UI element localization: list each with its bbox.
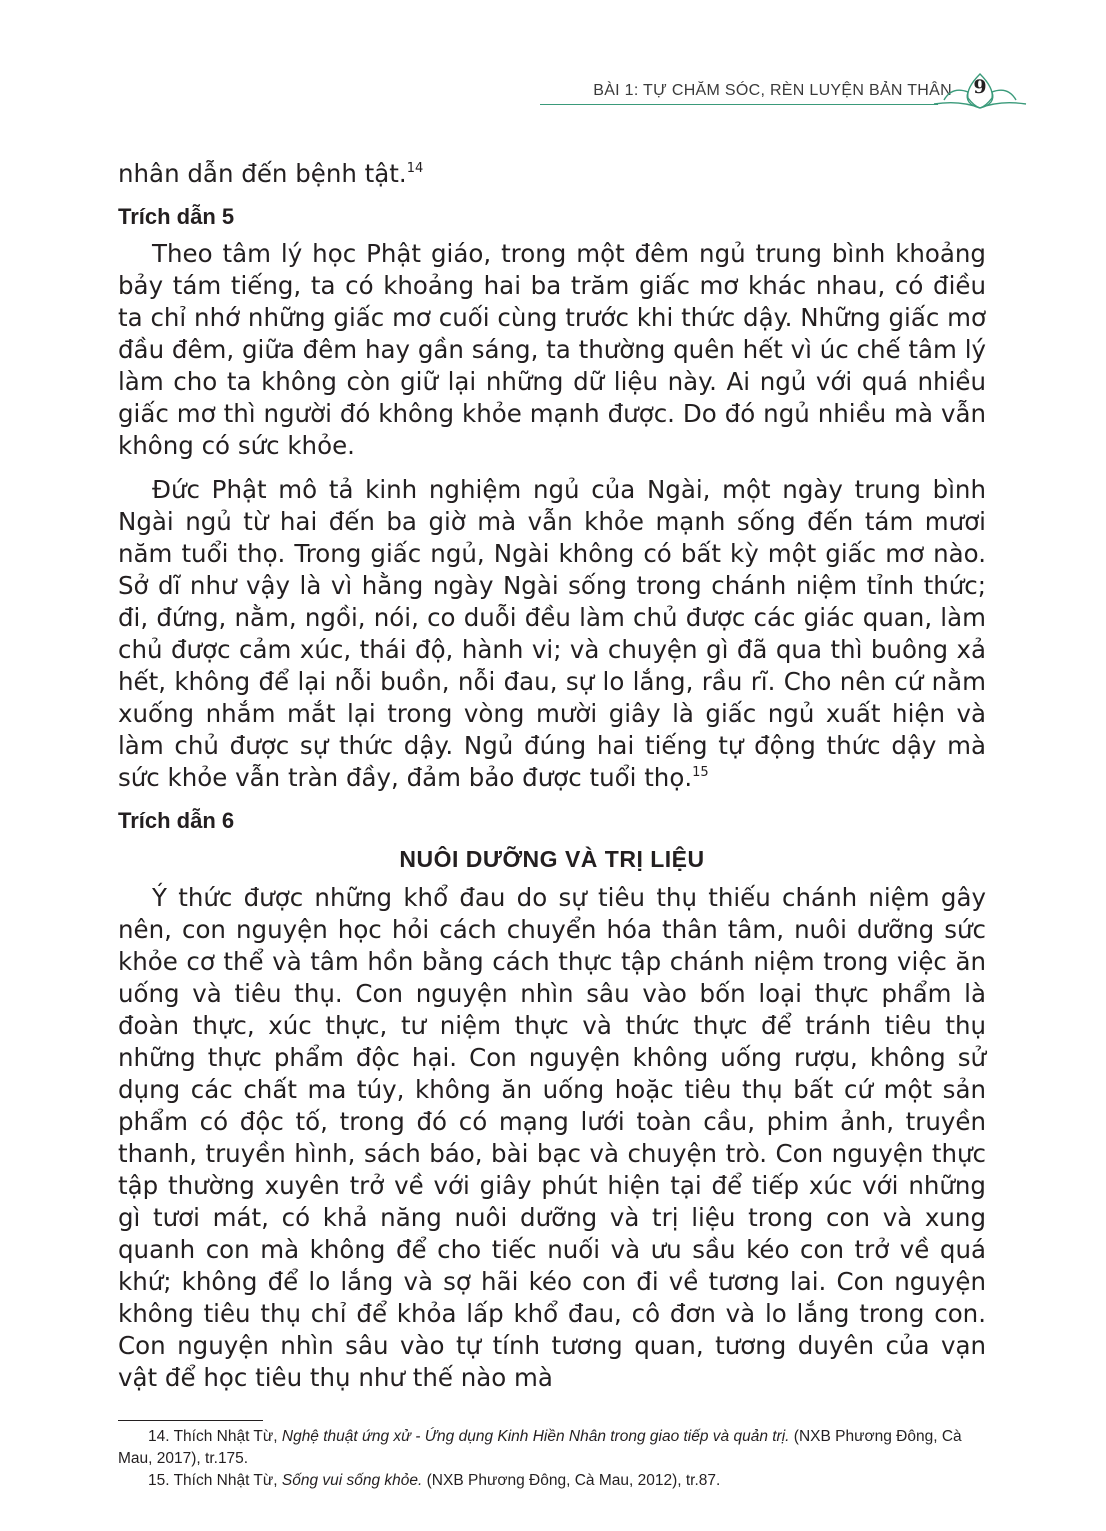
footnote-15-title: Sống vui sống khỏe. [281,1472,423,1489]
footnote-15-prefix: 15. Thích Nhật Từ, [148,1472,282,1489]
footnote-14-title: Nghệ thuật ứng xử - Ứng dụng Kinh Hiền Nhân trong giao tiếp và quản trị. [281,1428,790,1445]
footnote-14-prefix: 14. Thích Nhật Từ, [148,1428,282,1445]
footnote-15 [118,1470,986,1492]
running-head: BÀI 1: TỰ CHĂM SÓC, RÈN LUYỆN BẢN THÂN [593,82,952,99]
quote6-heading: Trích dẫn 6 [118,808,235,833]
page-header [540,76,1060,112]
footnote-rule [118,1420,263,1421]
quote5-paragraph-1: Theo tâm lý học Phật giáo, trong một đêm ngủ trung bình khoảng bảy tám tiếng, ta có khoảng hai ba trăm giấc mơ khác nhau, có điều ta chỉ nhớ những giấc mơ cuối cùng trước khi thức dậy. Những giấc mơ đầu đêm, giữa đêm hay gần sáng, ta thường quên hết vì úc chế tâm lý làm cho ta không còn giữ lại những dữ liệu này. Ai ngủ với quá nhiều giấc mơ thì người đó không khỏe mạnh được. Do đó ngủ nhiều mà vẫn không có sức khỏe. [118,239,986,460]
page-number: 9 [973,76,987,98]
continuation-text: nhân dẫn đến bệnh tật. [118,159,407,188]
footnote-15-suffix: (NXB Phương Đông, Cà Mau, 2012), tr.87. [422,1472,721,1489]
quote6-paragraph-1: Ý thức được những khổ đau do sự tiêu thụ thiếu chánh niệm gây nên, con nguyện học hỏi cách chuyển hóa thân tâm, nuôi dưỡng sức khỏe cơ thể và tâm hồn bằng cách thực tập chánh niệm trong việc ăn uống và tiêu thụ. Con nguyện nhìn sâu vào bốn loại thực phẩm là đoàn thực, xúc thực, tư niệm thực và thức thực để tránh tiêu thụ những thực phẩm độc hại. Con nguyện không uống rượu, không sử dụng các chất ma túy, không ăn uống hoặc tiêu thụ bất cứ một sản phẩm có độc tố, trong đó có mạng lưới toàn cầu, phim ảnh, truyền thanh, truyền hình, sách báo, bài bạc và chuyện trò. Con nguyện thực tập thường xuyên trở về với giây phút hiện tại để tiếp xúc với những gì tươi mát, có khả năng nuôi dưỡng và trị liệu trong con và xung quanh con mà không để cho tiếc nuối và ưu sầu kéo con trở về quá khứ; không để lo lắng và sợ hãi kéo con đi về tương lai. Con nguyện không tiêu thụ chỉ để khỏa lấp khổ đau, cô đơn và lo lắng trong con. Con nguyện nhìn sâu vào tự tính tương quan, tương duyên của vạn vật để học tiêu thụ như thế nào mà [118,883,986,1392]
continuation-paragraph [118,158,986,190]
footnote-ref-15[interactable]: 15 [692,765,709,780]
footnotes [118,1426,986,1492]
footnote-ref-14[interactable]: 14 [406,161,424,176]
section-title: NUÔI DƯỠNG VÀ TRỊ LIỆU [399,846,705,872]
quote5-paragraph-2 [118,474,986,794]
footnote-14 [118,1426,986,1470]
lotus-icon [930,70,1030,112]
quote5-heading: Trích dẫn 5 [118,204,235,229]
footnote-14-suffix: (NXB Phương Đông, Cà Mau, 2017), tr.175. [118,1428,962,1467]
header-rule [540,104,938,105]
body-text [118,158,986,1394]
quote5-paragraph-2-text: Đức Phật mô tả kinh nghiệm ngủ của Ngài, một ngày trung bình Ngài ngủ từ hai đến ba giờ mà vẫn khỏe mạnh sống đến tám mươi năm tuổi thọ. Trong giấc ngủ, Ngài không có bất kỳ một giấc mơ nào. Sở dĩ như vậy là vì hằng ngày Ngài sống trong chánh niệm tỉnh thức; đi, đứng, nằm, ngồi, nói, co duỗi đều làm chủ được các giác quan, làm chủ được cảm xúc, thái độ, hành vi; và chuyện gì đã qua thì buông xả hết, không để lại nỗi buồn, nỗi đau, sự lo lắng, rầu rĩ. Cho nên cứ nằm xuống nhắm mắt lại trong vòng mười giây là giấc ngủ xuất hiện và làm chủ được sự thức dậy. Ngủ đúng hai tiếng tự động thức dậy mà sức khỏe vẫn tràn đầy, đảm bảo được tuổi thọ. [118,475,986,792]
